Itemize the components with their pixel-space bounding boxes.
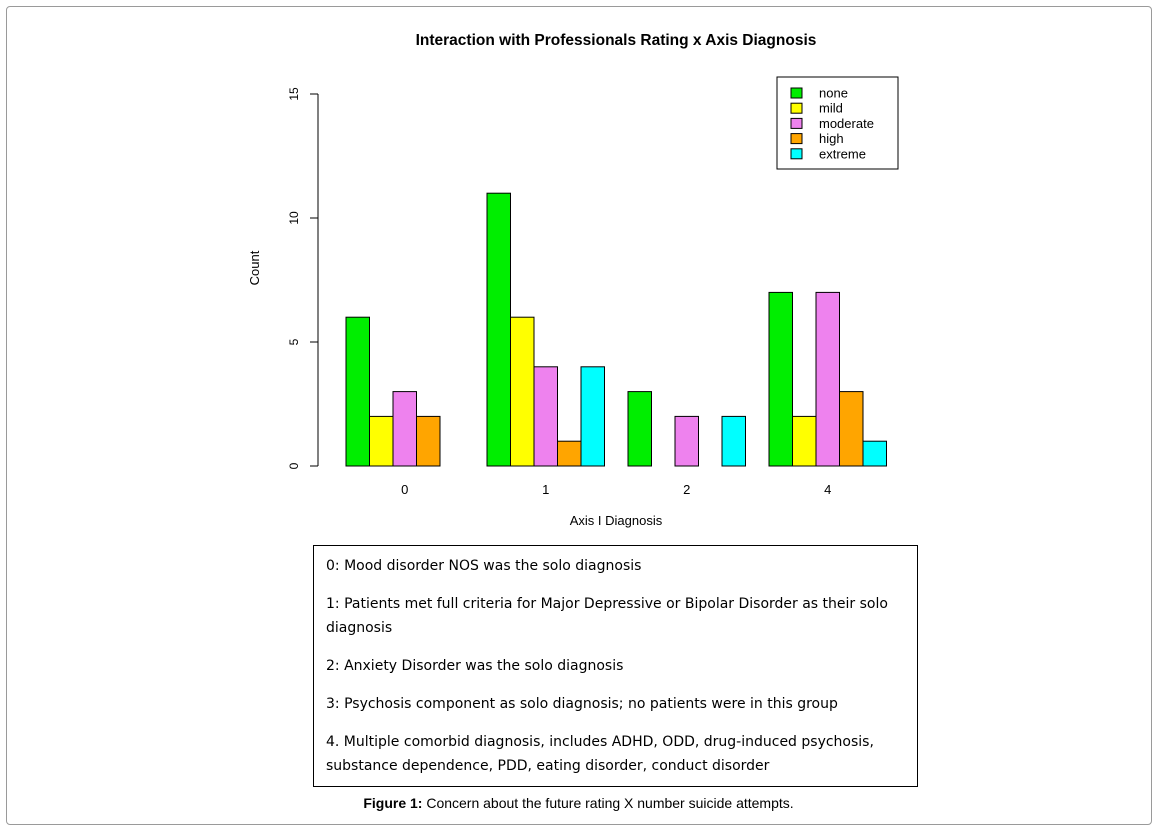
bars-group [346, 193, 887, 466]
bar-none-4 [769, 292, 793, 466]
note-3: 3: Psychosis component as solo diagnosis; no patients were in this group [326, 696, 838, 712]
bar-mild-0 [370, 416, 394, 466]
x-tick-label: 0 [401, 482, 409, 497]
bar-moderate-4 [816, 292, 840, 466]
bar-mild-1 [511, 317, 535, 466]
x-tick-label: 2 [683, 482, 691, 497]
x-tick-labels [401, 482, 831, 497]
legend-swatch-high [791, 134, 802, 144]
bar-moderate-0 [393, 392, 417, 466]
note-2: 2: Anxiety Disorder was the solo diagnosis [326, 658, 624, 674]
x-axis-label: Axis I Diagnosis [569, 513, 663, 528]
legend-label-moderate: moderate [819, 115, 874, 131]
y-tick-label: 5 [287, 338, 301, 346]
bar-none-0 [346, 317, 370, 466]
legend-label-mild: mild [819, 100, 843, 116]
y-tick-label: 0 [287, 462, 301, 470]
y-tick-label: 15 [287, 87, 301, 101]
legend [777, 77, 898, 169]
bar-moderate-2 [675, 416, 699, 466]
legend-swatch-none [791, 88, 802, 98]
note-0: 0: Mood disorder NOS was the solo diagnosis [326, 558, 642, 574]
legend-swatch-moderate [791, 118, 802, 128]
note-1: 1: Patients met full criteria for Major Depressive or Bipolar Disorder as their solo diagnosis [326, 596, 888, 636]
bar-none-1 [487, 193, 511, 466]
bar-high-0 [417, 416, 441, 466]
bar-extreme-4 [863, 441, 887, 466]
bar-high-4 [840, 392, 864, 466]
bar-extreme-1 [581, 367, 605, 466]
bar-none-2 [628, 392, 652, 466]
bar-mild-4 [793, 416, 817, 466]
note-4: 4. Multiple comorbid diagnosis, includes ADHD, ODD, drug-induced psychosis, substance dependence, PDD, eating disorder, conduct disorder [326, 734, 874, 774]
caption-label: Figure 1: [363, 795, 423, 811]
legend-label-high: high [819, 131, 844, 147]
bar-extreme-2 [722, 416, 746, 466]
diagnosis-notes-box [313, 545, 918, 787]
y-axis [287, 87, 318, 469]
x-tick-label: 4 [824, 482, 832, 497]
y-axis-label: Count [247, 250, 262, 286]
chart-title: Interaction with Professionals Rating x Axis Diagnosis [415, 32, 817, 49]
bar-high-1 [558, 441, 582, 466]
figure-caption [0, 795, 1157, 811]
x-tick-label: 1 [542, 482, 550, 497]
caption-text: Concern about the future rating X number suicide attempts. [422, 795, 794, 811]
y-tick-label: 10 [287, 211, 301, 225]
legend-label-extreme: extreme [819, 146, 866, 162]
legend-swatch-mild [791, 103, 802, 113]
bar-moderate-1 [534, 367, 558, 466]
legend-swatch-extreme [791, 149, 802, 159]
legend-label-none: none [819, 85, 848, 101]
